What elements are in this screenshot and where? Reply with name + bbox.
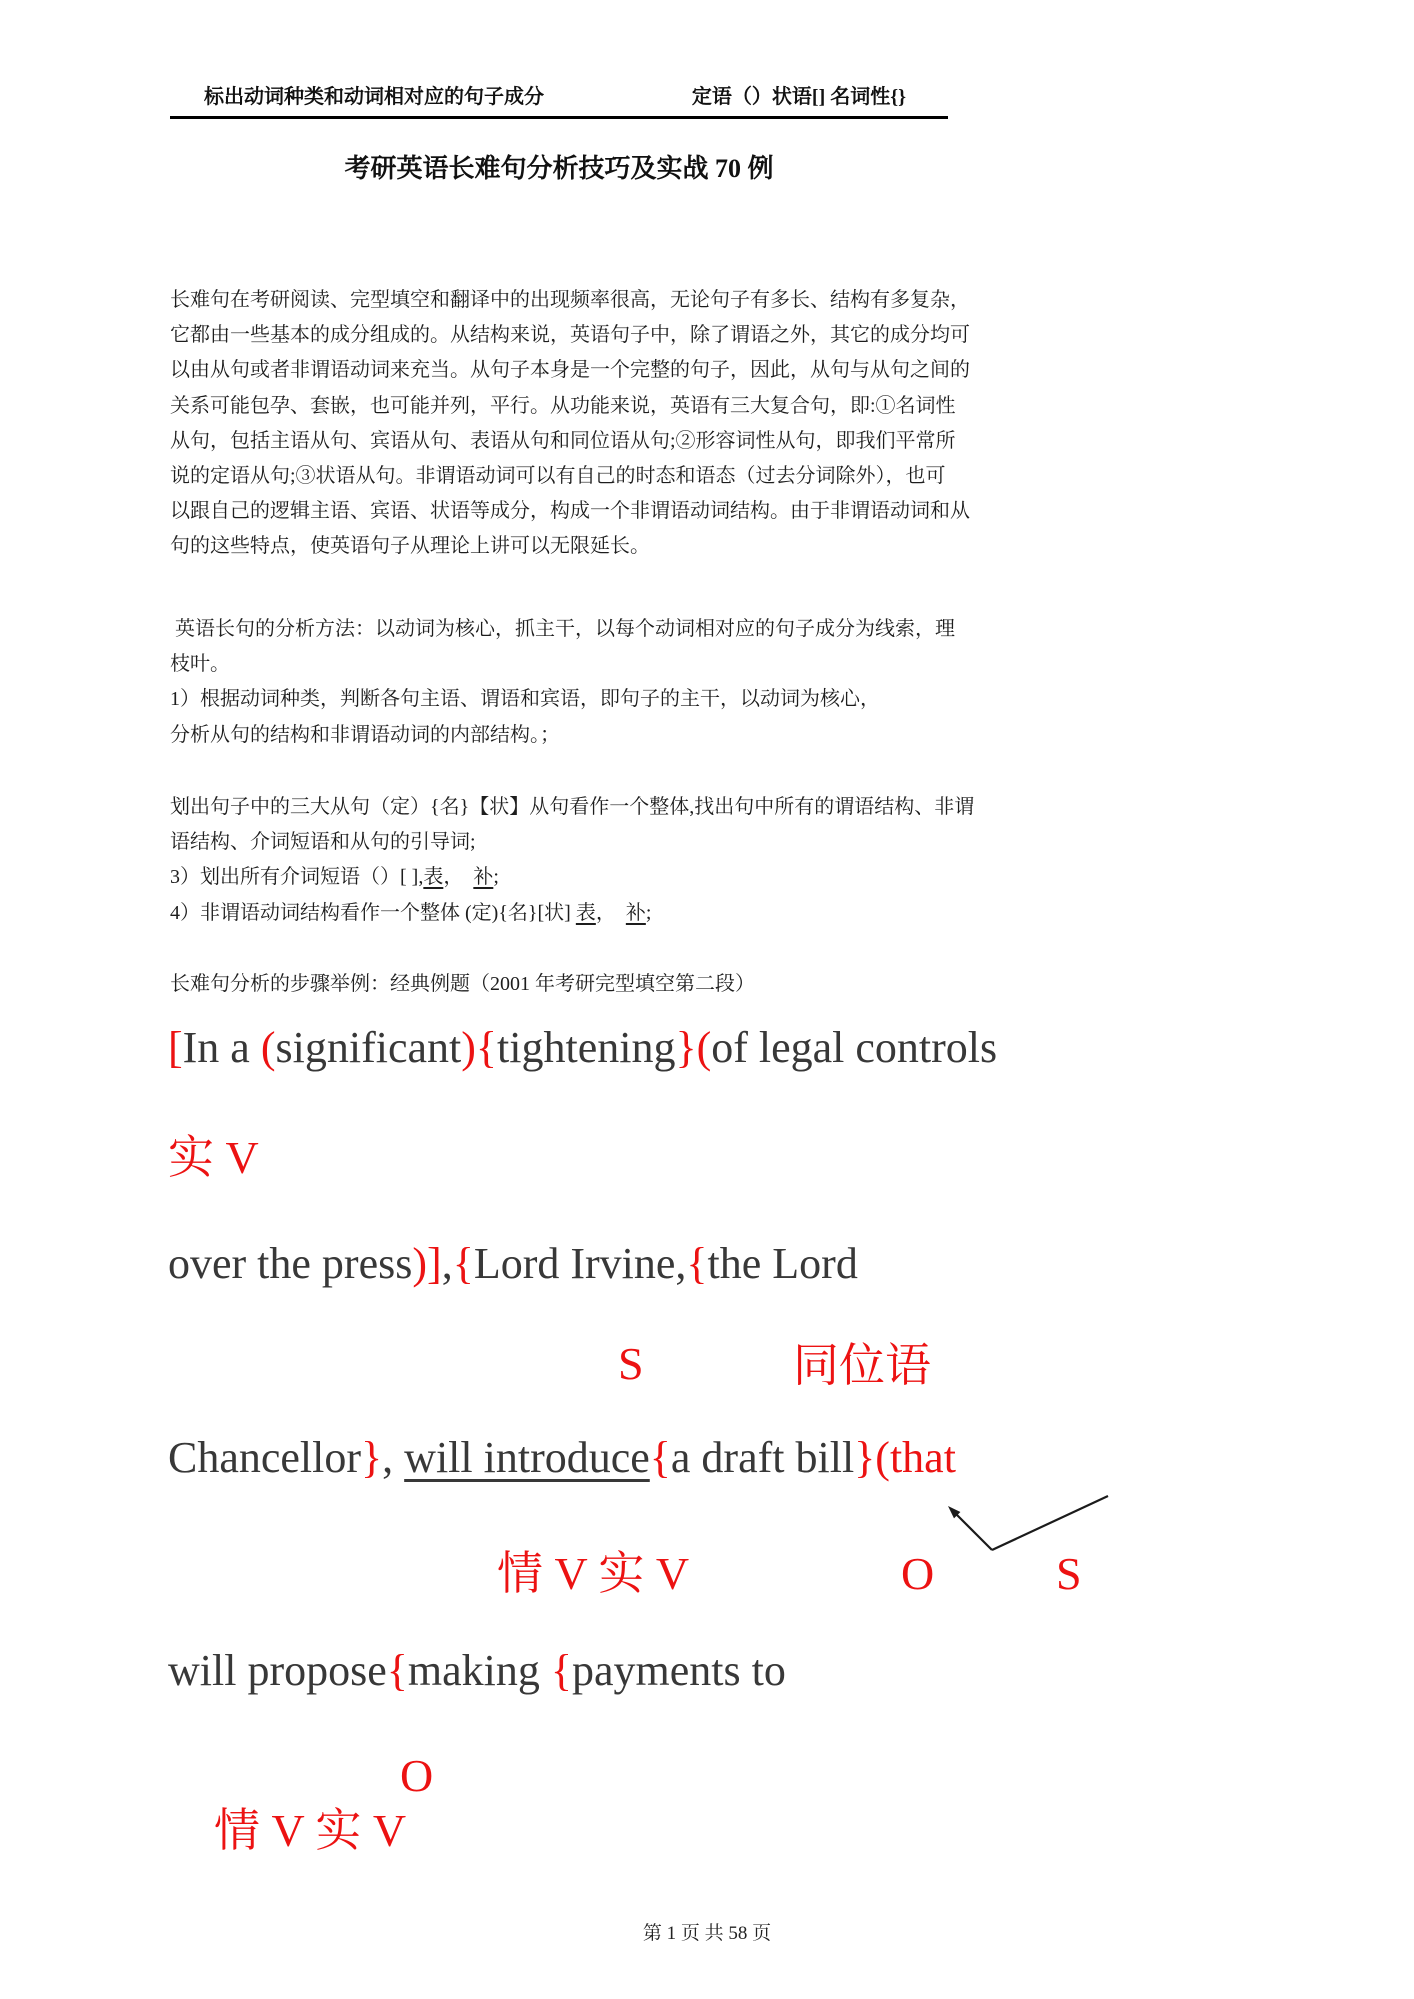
header-right-legend: 定语（）状语[] 名词性{} xyxy=(691,86,906,108)
pointer-arrow-icon xyxy=(930,1490,1120,1558)
text-segment: ; xyxy=(645,901,652,924)
text-segment: 3）划出所有介词短语（）[ ], xyxy=(170,866,424,889)
example-heading xyxy=(170,967,755,1002)
annotation-modal-real-verb: 情 V 实 V xyxy=(497,1548,690,1599)
text-segment: { xyxy=(649,1433,671,1482)
text-segment: ( xyxy=(260,1023,276,1072)
text-segment: (that xyxy=(875,1433,956,1482)
text-segment: } xyxy=(361,1433,383,1482)
sentence-line-3 xyxy=(168,1430,956,1485)
text-segment: will propose xyxy=(168,1646,387,1695)
page-footer: 第 1 页 共 58 页 xyxy=(642,1923,772,1944)
text-segment: } xyxy=(854,1433,876,1482)
text-segment: { xyxy=(386,1646,408,1695)
text-segment: 4）非谓语动词结构看作一个整体 (定){名}[状] xyxy=(170,901,576,924)
method-line: 1）根据动词种类，判断各句主语、谓语和宾语，即句子的主干，以动词为核心， xyxy=(170,688,880,711)
method-paragraph xyxy=(170,612,955,753)
method-line: 枝叶。 xyxy=(170,653,230,676)
annotation-object: O xyxy=(901,1548,935,1599)
text-segment: { xyxy=(686,1239,708,1288)
intro-line: 以由从句或者非谓语动词来充当。从句子本身是一个完整的句子，因此，从句与从句之间的 xyxy=(170,359,970,382)
text-segment: ， xyxy=(595,901,626,924)
intro-line: 长难句在考研阅读、完型填空和翻译中的出现频率很高，无论句子有多长、结构有多复杂， xyxy=(170,289,970,311)
annotation-modal-real-verb-2: 情 V 实 V xyxy=(214,1805,407,1857)
steps-paragraph xyxy=(170,790,974,931)
example-heading-text: 长难句分析的步骤举例：经典例题（2001 年考研完型填空第二段） xyxy=(170,973,755,995)
text-segment: ( xyxy=(696,1023,712,1072)
intro-line: 说的定语从句;③状语从句。非谓语动词可以有自己的时态和语态（过去分词除外），也可 xyxy=(170,465,946,488)
method-line: 英语长句的分析方法：以动词为核心，抓主干，以每个动词相对应的句子成分为线索，理 xyxy=(170,618,955,640)
intro-line: 以跟自己的逻辑主语、宾语、状语等成分，构成一个非谓语动词结构。由于非谓语动词和从 xyxy=(170,500,970,523)
intro-line: 关系可能包孕、套嵌，也可能并列，平行。从功能来说，英语有三大复合句，即:①名词性 xyxy=(170,394,956,417)
header-left-text: 标出动词种类和动词相对应的句子成分 xyxy=(204,86,544,108)
text-segment: ， xyxy=(443,866,474,889)
sentence-line-4 xyxy=(168,1643,786,1698)
method-line: 分析从句的结构和非谓语动词的内部结构。； xyxy=(170,723,560,746)
intro-line: 句的这些特点，使英语句子从理论上讲可以无限延长。 xyxy=(170,535,650,558)
text-segment: , xyxy=(441,1239,453,1288)
text-segment: Chancellor xyxy=(168,1433,362,1482)
text-segment: 表 xyxy=(423,866,444,889)
intro-paragraph xyxy=(170,283,970,565)
text-segment: } xyxy=(675,1023,697,1072)
text-segment: )] xyxy=(412,1239,442,1288)
text-segment: { xyxy=(452,1239,474,1288)
annotation-subject: S xyxy=(618,1338,644,1389)
text-segment: In a xyxy=(182,1023,261,1072)
step-line: 划出句子中的三大从句（定）{名}【状】从句看作一个整体,找出句中所有的谓语结构、非谓 xyxy=(170,796,975,818)
text-segment: { xyxy=(475,1023,498,1072)
text-segment: of legal controls xyxy=(711,1023,998,1072)
text-segment: tightening xyxy=(497,1023,676,1072)
text-segment: 补 xyxy=(625,901,646,924)
text-segment: the Lord xyxy=(707,1239,858,1288)
text-segment: payments to xyxy=(572,1646,786,1695)
sentence-line-1 xyxy=(168,1020,997,1075)
text-segment: { xyxy=(550,1646,572,1695)
intro-line: 它都由一些基本的成分组成的。从结构来说，英语句子中，除了谓语之外，其它的成分均可 xyxy=(170,324,970,347)
page-header xyxy=(170,80,948,119)
text-segment: making xyxy=(407,1646,551,1695)
text-segment: , xyxy=(382,1433,405,1482)
page-title: 考研英语长难句分析技巧及实战 70 例 xyxy=(344,154,774,183)
step-line: 语结构、介词短语和从句的引导词; xyxy=(170,831,476,854)
annotation-subject-2: S xyxy=(1056,1548,1082,1599)
text-segment: ; xyxy=(493,866,499,889)
text-segment: 补 xyxy=(473,866,494,889)
annotation-object-2: O xyxy=(400,1750,434,1801)
text-segment: [ xyxy=(168,1023,183,1072)
text-segment: 表 xyxy=(575,901,596,924)
text-segment: a draft bill xyxy=(670,1433,855,1482)
step-line xyxy=(170,896,974,931)
step-line xyxy=(170,860,974,895)
annotation-apposition: 同位语 xyxy=(793,1340,931,1391)
text-segment: ) xyxy=(461,1023,476,1072)
text-segment: Lord Irvine, xyxy=(473,1239,687,1288)
text-segment: will introduce xyxy=(404,1433,650,1482)
intro-line: 从句，包括主语从句、宾语从句、表语从句和同位语从句;②形容词性从句，即我们平常所 xyxy=(170,429,956,452)
sentence-line-2 xyxy=(168,1236,858,1291)
pointer-arrow xyxy=(930,1490,1120,1558)
text-segment: significant xyxy=(275,1023,462,1072)
annotation-real-verb: 实 V xyxy=(168,1132,259,1183)
text-segment: over the press xyxy=(168,1239,413,1288)
